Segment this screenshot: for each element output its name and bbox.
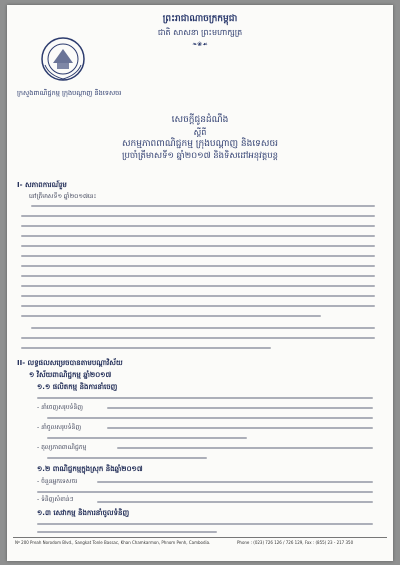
text-line <box>21 347 271 349</box>
text-line <box>47 437 247 439</box>
ministry-emblem-icon <box>39 35 87 83</box>
text-line <box>21 235 375 237</box>
footer-address: Nº 200 Preah Norodom Blvd., Sangkat Tonle Bassac, Khan Chamkarmon, Phnom Penh, Cambodia. <box>15 540 211 545</box>
text-line <box>37 491 373 493</box>
kingdom-heading: ព្រះរាជាណាចក្រកម្ពុជា <box>162 14 238 24</box>
text-line <box>21 285 375 287</box>
text-line <box>107 407 373 409</box>
document-page <box>7 5 393 561</box>
section-2-heading: II- លទ្ធផលសម្រេចបានតាមបណ្ដាវិស័យ <box>17 359 123 367</box>
text-line <box>37 523 373 525</box>
text-line <box>31 327 375 329</box>
text-line <box>31 205 375 207</box>
text-line <box>21 337 375 339</box>
notice-title: សេចក្ដីជូនដំណឹង <box>171 115 229 125</box>
notice-subject: សកម្មភាពពាណិជ្ជកម្ម ក្រុងបណ្ដាញ និងទេសចរ <box>121 139 279 149</box>
subsection-1-1-heading: ១.១ ផលិតកម្ម និងការនាំចេញ <box>37 383 118 391</box>
section-1-intro: នៅត្រីមាសទី១ ឆ្នាំ២០១៧នេះ <box>29 193 97 200</box>
text-line <box>21 305 375 307</box>
text-line <box>21 255 375 257</box>
bullet-exports: - នាំចេញសរុបទំនិញ <box>37 404 83 411</box>
text-line <box>21 245 375 247</box>
section-1-heading: I- សភាពការណ៍រួម <box>17 181 67 189</box>
ministry-name: ក្រសួងពាណិជ្ជកម្ម ក្រុងបណ្ដាញ និងទេសចរ <box>17 89 122 97</box>
bullet-trade-balance: - តុល្យភាពពាណិជ្ជកម្ម <box>37 444 87 451</box>
text-line <box>21 215 375 217</box>
bullet-imports: - នាំចូលសរុបទំនិញ <box>37 424 82 431</box>
subsection-1-heading: ១ វិស័យពាណិជ្ជកម្ម ឆ្នាំ២០១៧ <box>29 371 112 379</box>
ornament-divider: ❧❀☙ <box>192 41 208 48</box>
text-line <box>21 275 375 277</box>
national-motto: ជាតិ សាសនា ព្រះមហាក្សត្រ <box>157 28 243 37</box>
notice-subject-label: ស្ដីពី <box>193 128 207 137</box>
text-line <box>47 417 373 419</box>
footer-divider <box>13 537 387 538</box>
text-line <box>21 225 375 227</box>
text-line <box>21 295 375 297</box>
text-line <box>21 315 321 317</box>
subsection-1-3-heading: ១.៣ សេវាកម្ម និងការនាំចូលទំនិញ <box>37 509 130 517</box>
subsection-1-2-heading: ១.២ ពាណិជ្ជកម្មក្នុងស្រុក និងឆ្នាំ២០១៧ <box>37 465 143 473</box>
footer-contact: Phone : (023) 726 126 / 726 129, Fax : (855) 23 - 217 350 <box>237 540 354 545</box>
text-line <box>117 447 373 449</box>
text-line <box>37 531 217 533</box>
text-line <box>37 397 373 399</box>
bullet-goods: - ទំនិញសំខាន់ៗ <box>37 496 74 503</box>
text-line <box>21 265 375 267</box>
text-line <box>97 501 373 503</box>
notice-period: ប្រចាំត្រីមាសទី១ ឆ្នាំ២០១៧ និងទិសដៅអនុវត្តបន្ត <box>121 151 279 161</box>
text-line <box>107 427 373 429</box>
bullet-tourists: - ចំនួនអ្នកទេសចរ <box>37 478 78 485</box>
text-line <box>97 481 373 483</box>
text-line <box>47 457 207 459</box>
